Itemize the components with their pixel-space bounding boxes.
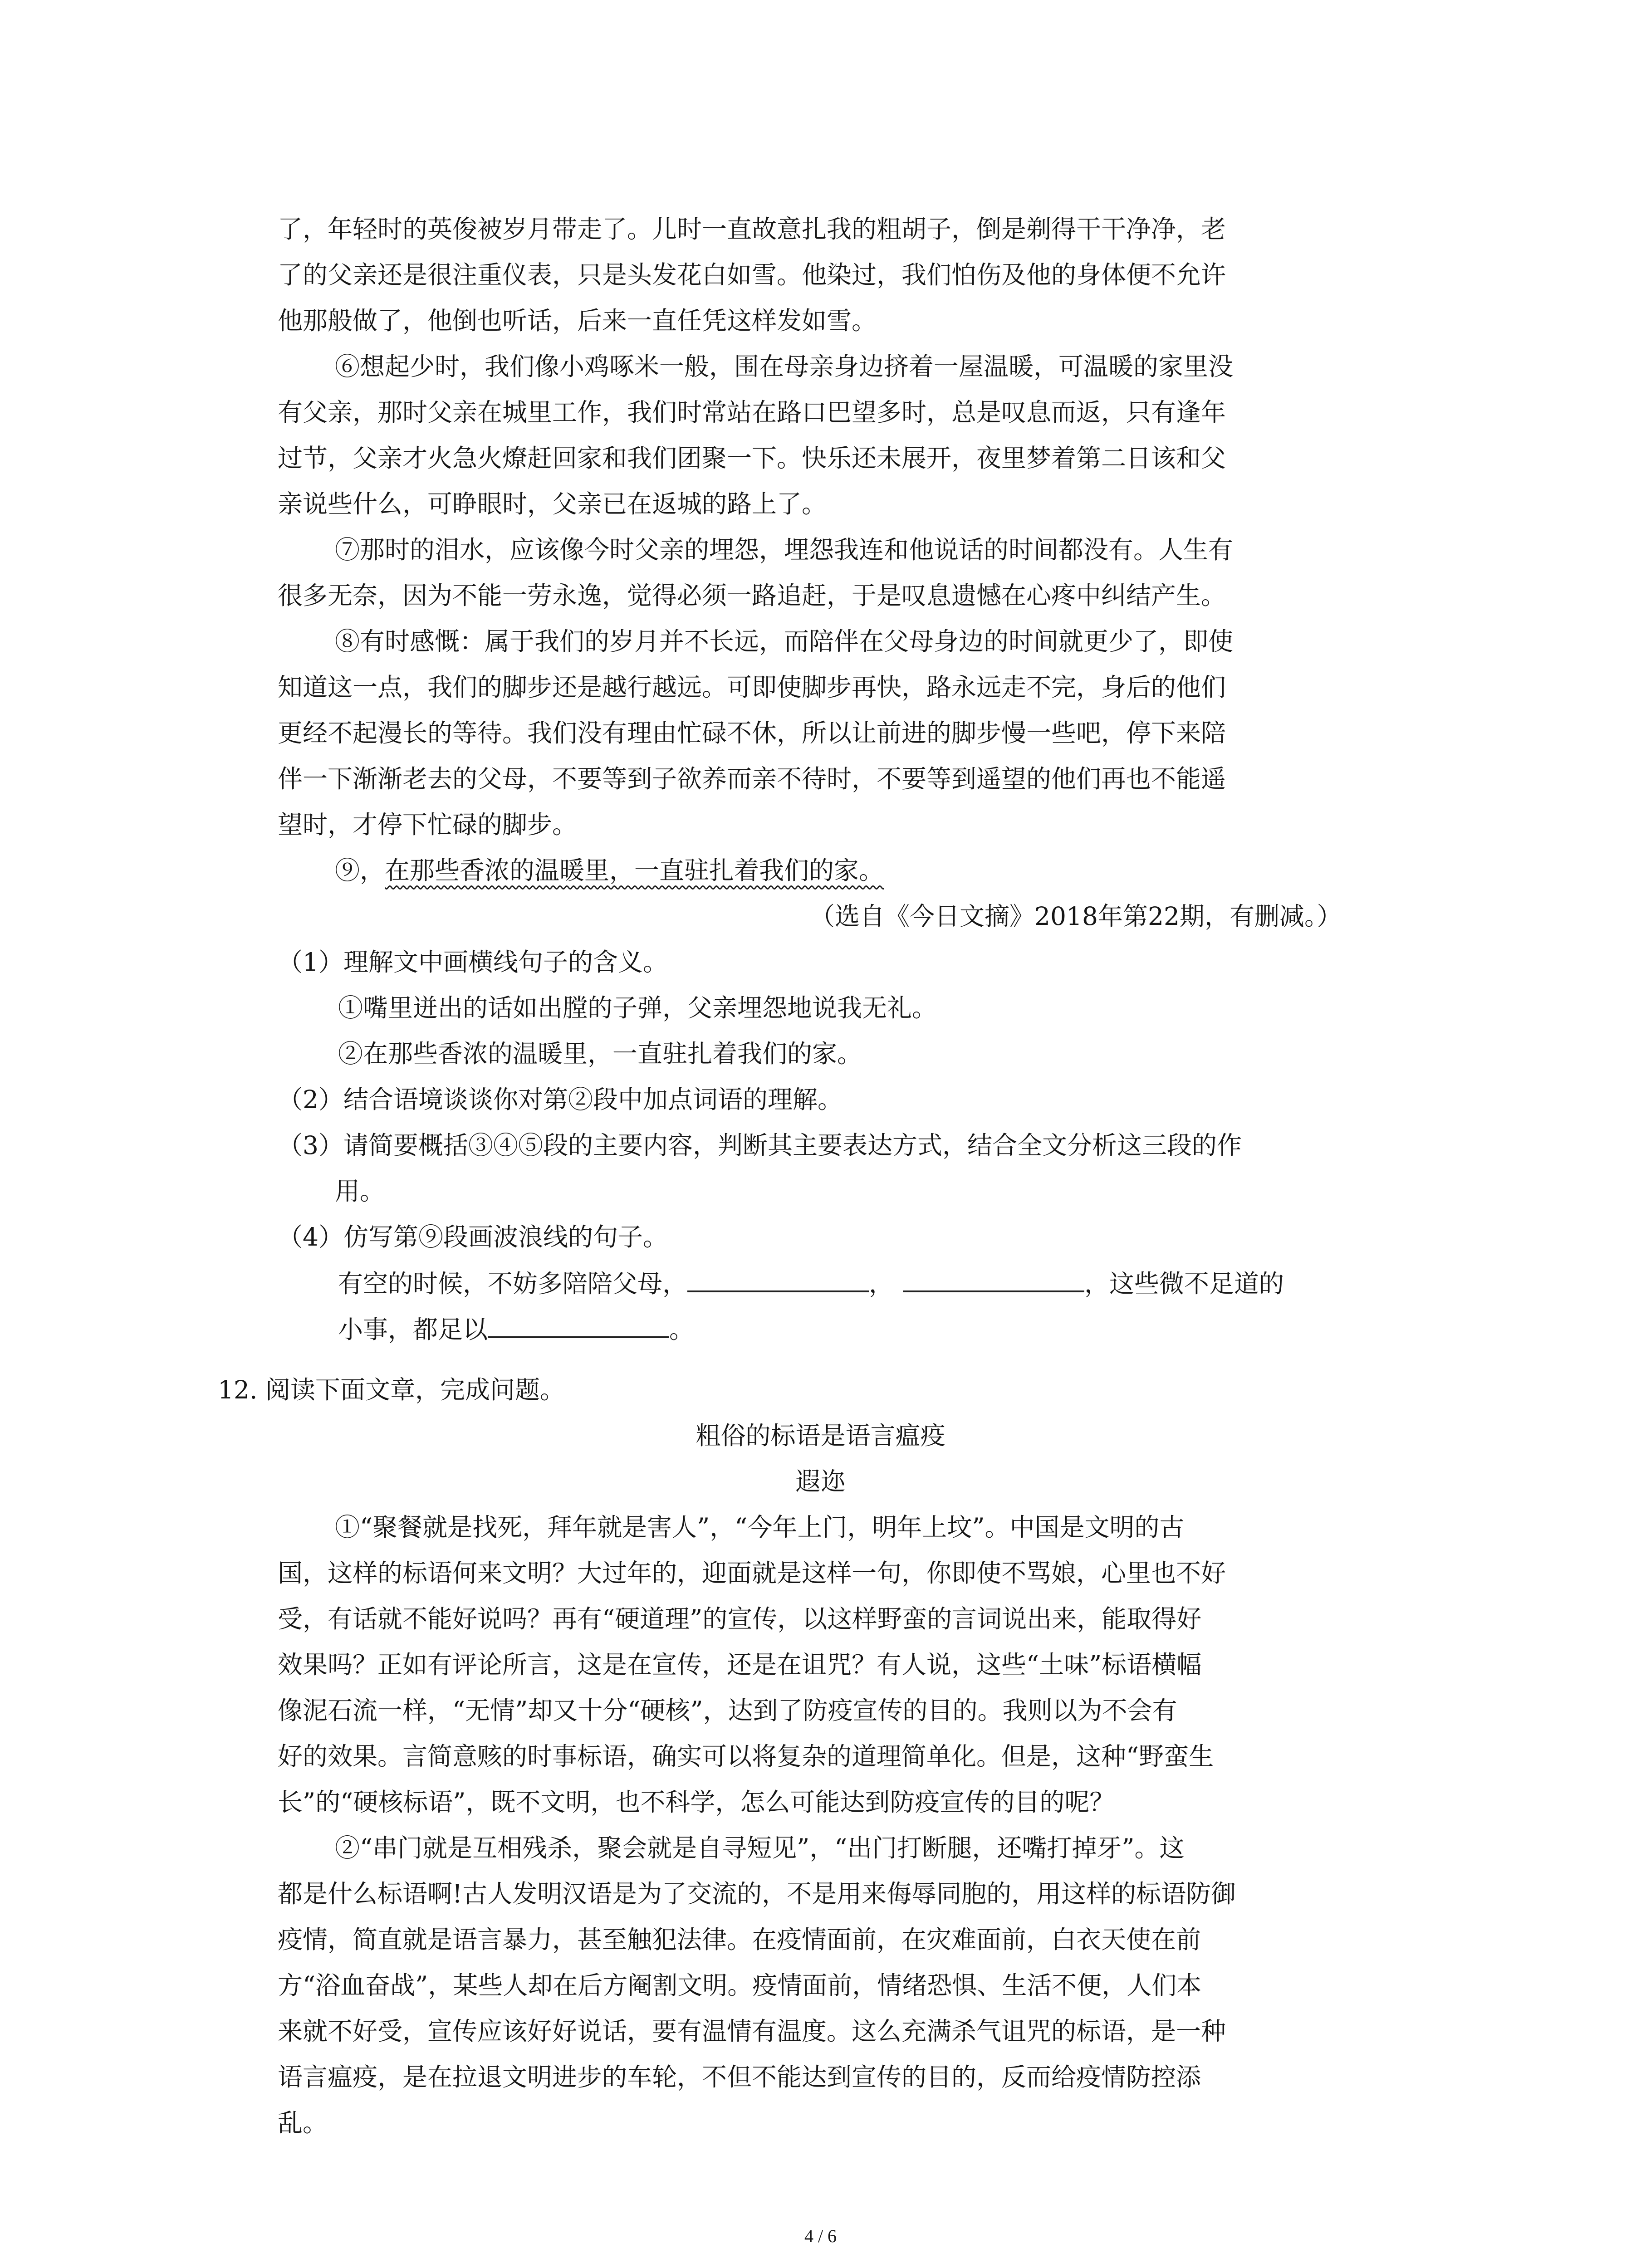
answer-blank-3[interactable] — [488, 1316, 669, 1338]
q12-p2-line-7: 乱。 — [278, 2108, 328, 2137]
q12-p1-line-3: 受，有话就不能好说吗？再有“硬道理”的宣传，以这样野蛮的言词说出来，能取得好 — [278, 1604, 1202, 1633]
question-1-a: ①嘴里迸出的话如出膛的子弹，父亲埋怨地说我无礼。 — [338, 993, 937, 1022]
question-1: （1）理解文中画横线句子的含义。 — [278, 948, 668, 977]
question-3-line-2: 用。 — [335, 1177, 385, 1206]
article-author: 遐迩 — [795, 1467, 846, 1496]
p5-line-1: 了，年轻时的英俊被岁月带走了。儿时一直故意扎我的粗胡子，倒是剃得干干净净，老 — [278, 215, 1226, 244]
p7-line-1: ⑦那时的泪水，应该像今时父亲的埋怨，埋怨我连和他说话的时间都没有。人生有 — [335, 535, 1234, 564]
q12-p1-line-1: ①“聚餐就是找死，拜年就是害人”，“今年上门，明年上坟”。中国是文明的古 — [335, 1513, 1185, 1542]
q12-p2-line-6: 语言瘟疫，是在拉退文明进步的车轮，不但不能达到宣传的目的，反而给疫情防控添 — [278, 2063, 1201, 2092]
q4-text-d: 小事，都足以 — [338, 1315, 488, 1344]
q12-p1-line-5: 像泥石流一样，“无情”却又十分“硬核”，达到了防疫宣传的目的。我则以为不会有 — [278, 1696, 1177, 1725]
p6-line-1: ⑥想起少时，我们像小鸡啄米一般，围在母亲身边挤着一屋温暖，可温暖的家里没 — [335, 352, 1234, 381]
p9-prefix: ⑨， — [335, 856, 385, 885]
page-number: 4 / 6 — [804, 2226, 837, 2246]
q12-p1-line-2: 国，这样的标语何来文明？大过年的，迎面就是这样一句，你即使不骂娘，心里也不好 — [278, 1559, 1226, 1588]
p8-line-1: ⑧有时感慨：属于我们的岁月并不长远，而陪伴在父母身边的时间就更少了，即使 — [335, 627, 1234, 656]
question-12-intro: 12. 阅读下面文章，完成问题。 — [218, 1375, 565, 1404]
p6-line-4: 亲说些什么，可睁眼时，父亲已在返城的路上了。 — [278, 489, 827, 518]
question-2: （2）结合语境谈谈你对第②段中加点词语的理解。 — [278, 1085, 843, 1114]
q12-p1-line-7: 长”的“硬核标语”，既不文明，也不科学，怎么可能达到防疫宣传的目的呢？ — [278, 1788, 1115, 1817]
p8-line-2: 知道这一点，我们的脚步还是越行越远。可即使脚步再快，路永远走不完，身后的他们 — [278, 673, 1226, 702]
question-1-b: ②在那些香浓的温暖里，一直驻扎着我们的家。 — [338, 1039, 862, 1068]
q12-p1-line-6: 好的效果。言简意赅的时事标语，确实可以将复杂的道理简单化。但是，这种“野蛮生 — [278, 1742, 1214, 1771]
q12-p2-line-3: 疫情，简直就是语言暴力，甚至触犯法律。在疫情面前，在灾难面前，白衣天使在前 — [278, 1925, 1201, 1954]
q12-p2-line-5: 来就不好受，宣传应该好好说话，要有温情有温度。这么充满杀气诅咒的标语，是一种 — [278, 2017, 1226, 2046]
q4-text-e: 。 — [669, 1315, 695, 1344]
q12-p2-line-1: ②“串门就是互相残杀，聚会就是自寻短见”，“出门打断腿，还嘴打掉牙”。这 — [335, 1833, 1185, 1862]
answer-blank-2[interactable] — [903, 1271, 1084, 1292]
q4-text-a: 有空的时候，不妨多陪陪父母， — [338, 1269, 688, 1298]
p7-line-2: 很多无奈，因为不能一劳永逸，觉得必须一路追赶，于是叹息遗憾在心疼中纠结产生。 — [278, 581, 1226, 610]
answer-blank-1[interactable] — [687, 1271, 869, 1292]
article-title: 粗俗的标语是语言瘟疫 — [696, 1421, 945, 1450]
question-3-line-1: （3）请简要概括③④⑤段的主要内容，判断其主要表达方式，结合全文分析这三段的作 — [278, 1131, 1242, 1160]
p8-line-3: 更经不起漫长的等待。我们没有理由忙碌不休，所以让前进的脚步慢一些吧，停下来陪 — [278, 719, 1226, 748]
p9-line — [335, 858, 884, 883]
question-4: （4）仿写第⑨段画波浪线的句子。 — [278, 1222, 668, 1251]
q4-text-b: ， — [869, 1269, 894, 1298]
question-4-line-1 — [338, 1271, 1284, 1296]
q12-p2-line-4: 方“浴血奋战”，某些人却在后方阉割文明。疫情面前，情绪恐惧、生活不便，人们本 — [278, 1971, 1202, 2000]
p6-line-3: 过节，父亲才火急火燎赶回家和我们团聚一下。快乐还未展开，夜里梦着第二日该和父 — [278, 444, 1226, 473]
question-4-line-2 — [338, 1316, 694, 1342]
p5-line-2: 了的父亲还是很注重仪表，只是头发花白如雪。他染过，我们怕伤及他的身体便不允许 — [278, 260, 1226, 289]
source-citation: （选自《今日文摘》2018年第22期，有删减。） — [810, 902, 1342, 931]
p5-line-3: 他那般做了，他倒也听话，后来一直任凭这样发如雪。 — [278, 306, 877, 335]
p8-line-4: 伴一下渐渐老去的父母，不要等到子欲养而亲不待时，不要等到遥望的他们再也不能遥 — [278, 764, 1226, 793]
q12-p1-line-4: 效果吗？正如有评论所言，这是在宣传，还是在诅咒？有人说，这些“土味”标语横幅 — [278, 1650, 1202, 1679]
p6-line-2: 有父亲，那时父亲在城里工作，我们时常站在路口巴望多时，总是叹息而返，只有逢年 — [278, 398, 1226, 427]
p8-line-5: 望时，才停下忙碌的脚步。 — [278, 810, 578, 839]
q4-text-c: ，这些微不足道的 — [1084, 1269, 1284, 1298]
q12-p2-line-2: 都是什么标语啊!古人发明汉语是为了交流的，不是用来侮辱同胞的，用这样的标语防御 — [278, 1879, 1236, 1908]
p9-wavy-sentence: 在那些香浓的温暖里，一直驻扎着我们的家。 — [385, 856, 884, 885]
